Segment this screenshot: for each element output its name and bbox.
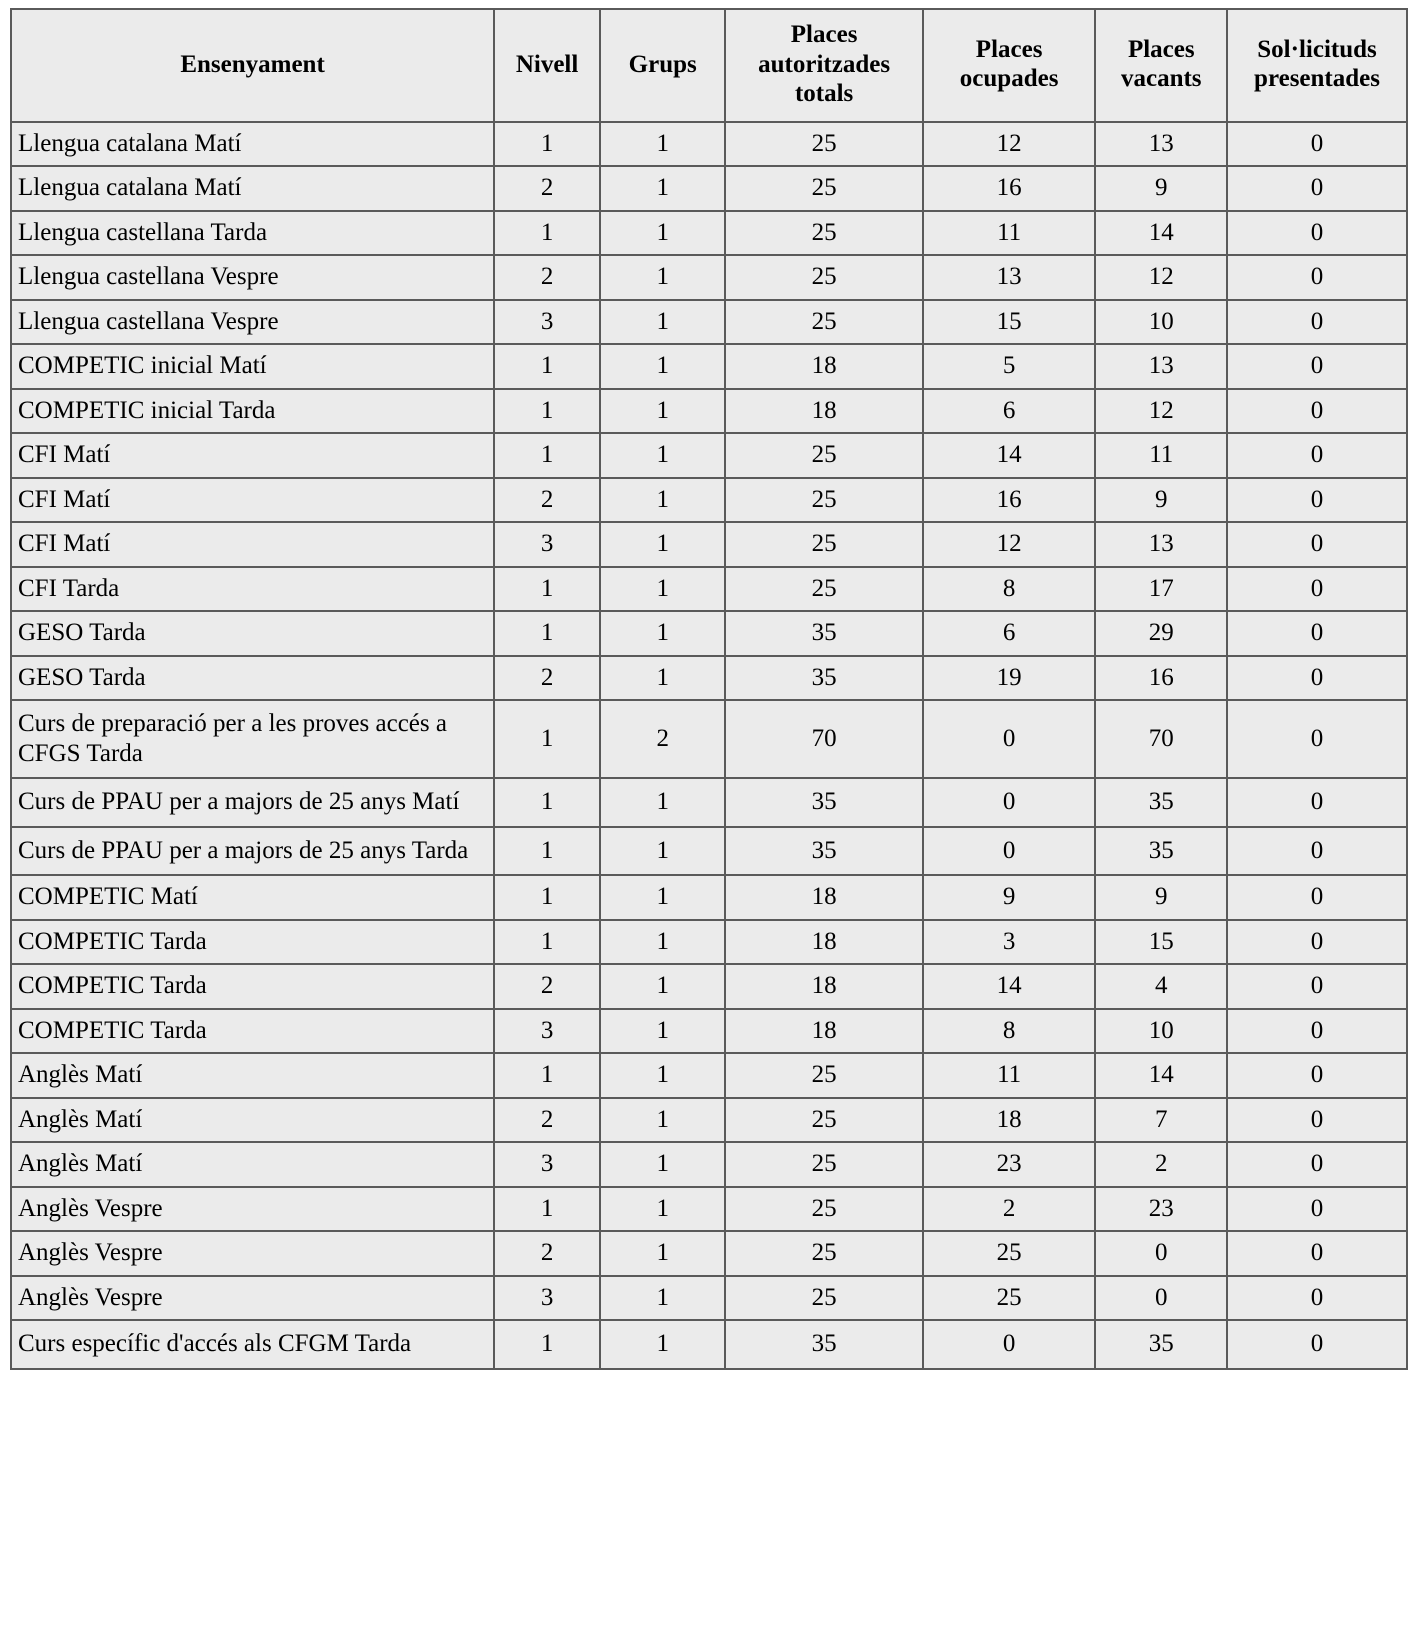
table-cell-grups: 1 <box>600 611 725 656</box>
table-cell-ocupades: 8 <box>923 1009 1096 1054</box>
table-cell-ensenyament: Anglès Matí <box>11 1142 494 1187</box>
table-cell-nivell: 2 <box>494 1098 600 1143</box>
table-row <box>11 1276 1407 1321</box>
table-cell-ensenyament: Llengua catalana Matí <box>11 166 494 211</box>
table-cell-vacants: 9 <box>1095 875 1227 920</box>
header-line: Places <box>1127 35 1195 63</box>
table-row <box>11 211 1407 256</box>
table-cell-vacants: 13 <box>1095 522 1227 567</box>
table-cell-solicituds: 0 <box>1227 389 1407 434</box>
header-line: Sol·licituds <box>1257 35 1377 63</box>
table-cell-solicituds: 0 <box>1227 1276 1407 1321</box>
table-row <box>11 522 1407 567</box>
table-row <box>11 1231 1407 1276</box>
table-cell-ensenyament: Llengua castellana Tarda <box>11 211 494 256</box>
table-cell-autoritzades: 18 <box>725 875 922 920</box>
table-cell-ensenyament: GESO Tarda <box>11 611 494 656</box>
table-cell-vacants: 12 <box>1095 255 1227 300</box>
table-cell-grups: 1 <box>600 389 725 434</box>
table-cell-autoritzades: 35 <box>725 1320 922 1369</box>
table-cell-nivell: 3 <box>494 522 600 567</box>
table-cell-ensenyament: Llengua castellana Vespre <box>11 255 494 300</box>
table-cell-vacants: 13 <box>1095 122 1227 167</box>
table-cell-vacants: 7 <box>1095 1098 1227 1143</box>
table-cell-ensenyament: Anglès Vespre <box>11 1187 494 1232</box>
table-cell-grups: 1 <box>600 1098 725 1143</box>
table-cell-vacants: 17 <box>1095 567 1227 612</box>
table-row <box>11 567 1407 612</box>
table-cell-vacants: 14 <box>1095 211 1227 256</box>
table-cell-vacants: 35 <box>1095 1320 1227 1369</box>
table-row <box>11 433 1407 478</box>
table-cell-vacants: 16 <box>1095 656 1227 701</box>
table-cell-autoritzades: 25 <box>725 478 922 523</box>
table-cell-solicituds: 0 <box>1227 964 1407 1009</box>
table-cell-solicituds: 0 <box>1227 344 1407 389</box>
table-cell-autoritzades: 18 <box>725 1009 922 1054</box>
table-cell-vacants: 11 <box>1095 433 1227 478</box>
table-row <box>11 611 1407 656</box>
table-cell-ensenyament: COMPETIC Matí <box>11 875 494 920</box>
table-cell-ocupades: 16 <box>923 478 1096 523</box>
header-line: Places <box>975 35 1043 63</box>
table-cell-ocupades: 3 <box>923 920 1096 965</box>
table-cell-ensenyament: Anglès Matí <box>11 1098 494 1143</box>
table-cell-vacants: 4 <box>1095 964 1227 1009</box>
table-cell-grups: 1 <box>600 344 725 389</box>
column-header-solicituds-presentades <box>1227 9 1407 122</box>
table-cell-solicituds: 0 <box>1227 1231 1407 1276</box>
table-cell-nivell: 1 <box>494 1187 600 1232</box>
table-cell-vacants: 9 <box>1095 478 1227 523</box>
table-cell-grups: 1 <box>600 875 725 920</box>
table-cell-grups: 1 <box>600 1276 725 1321</box>
table-cell-autoritzades: 25 <box>725 1098 922 1143</box>
table-cell-ensenyament: COMPETIC Tarda <box>11 964 494 1009</box>
table-cell-autoritzades: 25 <box>725 211 922 256</box>
table-cell-nivell: 2 <box>494 478 600 523</box>
table-cell-nivell: 3 <box>494 300 600 345</box>
table-cell-autoritzades: 25 <box>725 166 922 211</box>
table-cell-nivell: 1 <box>494 344 600 389</box>
table-cell-vacants: 10 <box>1095 1009 1227 1054</box>
column-header-places-vacants <box>1095 9 1227 122</box>
table-cell-solicituds: 0 <box>1227 656 1407 701</box>
table-cell-nivell: 1 <box>494 611 600 656</box>
table-cell-nivell: 3 <box>494 1009 600 1054</box>
header-line: Places <box>790 21 858 48</box>
table-cell-nivell: 1 <box>494 778 600 827</box>
table-cell-nivell: 3 <box>494 1142 600 1187</box>
column-header-places-ocupades <box>923 9 1096 122</box>
table-row <box>11 1009 1407 1054</box>
table-cell-nivell: 1 <box>494 122 600 167</box>
table-cell-grups: 1 <box>600 122 725 167</box>
table-cell-grups: 1 <box>600 522 725 567</box>
table-cell-solicituds: 0 <box>1227 255 1407 300</box>
table-cell-vacants: 10 <box>1095 300 1227 345</box>
table-row <box>11 1053 1407 1098</box>
table-cell-autoritzades: 25 <box>725 1276 922 1321</box>
table-cell-autoritzades: 25 <box>725 255 922 300</box>
table-cell-ocupades: 16 <box>923 166 1096 211</box>
table-cell-ocupades: 0 <box>923 778 1096 827</box>
table-row <box>11 778 1407 827</box>
header-row <box>11 9 1407 122</box>
table-row <box>11 1187 1407 1232</box>
table-cell-ensenyament: COMPETIC Tarda <box>11 1009 494 1054</box>
table-cell-ensenyament: Anglès Vespre <box>11 1231 494 1276</box>
header-line: presentades <box>1254 65 1380 93</box>
table-cell-solicituds: 0 <box>1227 567 1407 612</box>
table-cell-nivell: 1 <box>494 433 600 478</box>
table-cell-ensenyament: COMPETIC inicial Tarda <box>11 389 494 434</box>
table-cell-nivell: 1 <box>494 1053 600 1098</box>
table-cell-grups: 1 <box>600 1187 725 1232</box>
table-cell-autoritzades: 70 <box>725 700 922 778</box>
table-cell-nivell: 1 <box>494 827 600 876</box>
table-cell-ensenyament: Curs de PPAU per a majors de 25 anys Tarda <box>11 827 494 876</box>
table-cell-autoritzades: 18 <box>725 389 922 434</box>
table-row <box>11 964 1407 1009</box>
table-row <box>11 700 1407 778</box>
enrollment-table <box>10 8 1408 1370</box>
table-cell-nivell: 2 <box>494 656 600 701</box>
table-cell-nivell: 1 <box>494 920 600 965</box>
table-cell-solicituds: 0 <box>1227 1009 1407 1054</box>
table-cell-nivell: 2 <box>494 255 600 300</box>
table-cell-grups: 1 <box>600 478 725 523</box>
table-cell-ocupades: 23 <box>923 1142 1096 1187</box>
table-cell-nivell: 1 <box>494 1320 600 1369</box>
table-row <box>11 875 1407 920</box>
table-cell-nivell: 1 <box>494 875 600 920</box>
table-row <box>11 1320 1407 1369</box>
table-cell-nivell: 2 <box>494 1231 600 1276</box>
table-cell-vacants: 29 <box>1095 611 1227 656</box>
table-row <box>11 166 1407 211</box>
table-cell-ocupades: 25 <box>923 1276 1096 1321</box>
table-row <box>11 255 1407 300</box>
table-cell-autoritzades: 25 <box>725 1053 922 1098</box>
header-line: Nivell <box>515 50 579 78</box>
table-row <box>11 344 1407 389</box>
table-row <box>11 478 1407 523</box>
table-cell-solicituds: 0 <box>1227 1187 1407 1232</box>
table-cell-ocupades: 0 <box>923 1320 1096 1369</box>
table-cell-ensenyament: Llengua castellana Vespre <box>11 300 494 345</box>
table-cell-solicituds: 0 <box>1227 122 1407 167</box>
table-cell-grups: 1 <box>600 827 725 876</box>
table-cell-solicituds: 0 <box>1227 611 1407 656</box>
table-cell-grups: 1 <box>600 920 725 965</box>
table-cell-ocupades: 0 <box>923 827 1096 876</box>
table-cell-solicituds: 0 <box>1227 433 1407 478</box>
table-cell-solicituds: 0 <box>1227 875 1407 920</box>
table-cell-vacants: 0 <box>1095 1231 1227 1276</box>
table-row <box>11 389 1407 434</box>
table-cell-ensenyament: COMPETIC inicial Matí <box>11 344 494 389</box>
table-cell-nivell: 1 <box>494 700 600 778</box>
table-cell-ensenyament: GESO Tarda <box>11 656 494 701</box>
header-line: autoritzades <box>758 50 891 78</box>
table-cell-vacants: 9 <box>1095 166 1227 211</box>
table-cell-ocupades: 6 <box>923 611 1096 656</box>
table-cell-autoritzades: 25 <box>725 1187 922 1232</box>
table-cell-ocupades: 13 <box>923 255 1096 300</box>
table-cell-ocupades: 8 <box>923 567 1096 612</box>
table-cell-ensenyament: CFI Tarda <box>11 567 494 612</box>
table-cell-grups: 1 <box>600 255 725 300</box>
table-cell-solicituds: 0 <box>1227 700 1407 778</box>
table-cell-ocupades: 6 <box>923 389 1096 434</box>
table-cell-autoritzades: 18 <box>725 964 922 1009</box>
table-cell-ocupades: 2 <box>923 1187 1096 1232</box>
table-cell-ocupades: 0 <box>923 700 1096 778</box>
table-cell-ensenyament: Curs de preparació per a les proves accés a CFGS Tarda <box>11 700 494 778</box>
table-cell-ensenyament: Llengua catalana Matí <box>11 122 494 167</box>
table-cell-ocupades: 5 <box>923 344 1096 389</box>
table-row <box>11 920 1407 965</box>
table-cell-vacants: 0 <box>1095 1276 1227 1321</box>
table-cell-autoritzades: 25 <box>725 522 922 567</box>
table-cell-ensenyament: Curs específic d'accés als CFGM Tarda <box>11 1320 494 1369</box>
table-cell-grups: 1 <box>600 1053 725 1098</box>
table-cell-ocupades: 14 <box>923 433 1096 478</box>
table-cell-solicituds: 0 <box>1227 1098 1407 1143</box>
table-cell-vacants: 2 <box>1095 1142 1227 1187</box>
table-cell-ocupades: 11 <box>923 1053 1096 1098</box>
table-cell-solicituds: 0 <box>1227 300 1407 345</box>
header-line: totals <box>794 80 854 107</box>
table-cell-vacants: 13 <box>1095 344 1227 389</box>
column-header-places-autoritzades-totals <box>725 9 922 122</box>
column-header-grups <box>600 9 725 122</box>
table-cell-grups: 1 <box>600 300 725 345</box>
table-cell-ocupades: 19 <box>923 656 1096 701</box>
table-cell-grups: 1 <box>600 1320 725 1369</box>
table-row <box>11 1098 1407 1143</box>
column-header-nivell <box>494 9 600 122</box>
table-cell-grups: 2 <box>600 700 725 778</box>
table-cell-grups: 1 <box>600 1142 725 1187</box>
table-cell-grups: 1 <box>600 778 725 827</box>
table-cell-grups: 1 <box>600 567 725 612</box>
table-row <box>11 656 1407 701</box>
table-cell-autoritzades: 25 <box>725 122 922 167</box>
table-cell-vacants: 12 <box>1095 389 1227 434</box>
table-cell-grups: 1 <box>600 211 725 256</box>
table-cell-autoritzades: 18 <box>725 344 922 389</box>
table-cell-vacants: 14 <box>1095 1053 1227 1098</box>
table-cell-solicituds: 0 <box>1227 1053 1407 1098</box>
table-cell-autoritzades: 35 <box>725 827 922 876</box>
header-line: Grups <box>628 50 697 78</box>
table-row <box>11 827 1407 876</box>
table-cell-autoritzades: 35 <box>725 778 922 827</box>
table-cell-nivell: 2 <box>494 964 600 1009</box>
table-row <box>11 1142 1407 1187</box>
table-cell-grups: 1 <box>600 656 725 701</box>
table-cell-ensenyament: CFI Matí <box>11 433 494 478</box>
table-cell-ocupades: 18 <box>923 1098 1096 1143</box>
column-header-ensenyament <box>11 9 494 122</box>
table-cell-solicituds: 0 <box>1227 827 1407 876</box>
table-cell-solicituds: 0 <box>1227 1142 1407 1187</box>
table-cell-solicituds: 0 <box>1227 166 1407 211</box>
table-cell-vacants: 23 <box>1095 1187 1227 1232</box>
table-cell-solicituds: 0 <box>1227 1320 1407 1369</box>
table-cell-ocupades: 11 <box>923 211 1096 256</box>
table-cell-ensenyament: CFI Matí <box>11 522 494 567</box>
table-cell-ocupades: 25 <box>923 1231 1096 1276</box>
table-cell-nivell: 1 <box>494 389 600 434</box>
table-cell-ocupades: 12 <box>923 122 1096 167</box>
header-line: Ensenyament <box>180 50 325 78</box>
table-cell-autoritzades: 18 <box>725 920 922 965</box>
table-row <box>11 122 1407 167</box>
table-cell-ensenyament: Curs de PPAU per a majors de 25 anys Matí <box>11 778 494 827</box>
table-body <box>11 122 1407 1369</box>
table-cell-ocupades: 15 <box>923 300 1096 345</box>
table-cell-grups: 1 <box>600 964 725 1009</box>
table-cell-solicituds: 0 <box>1227 778 1407 827</box>
table-cell-autoritzades: 25 <box>725 1231 922 1276</box>
table-cell-ensenyament: Anglès Vespre <box>11 1276 494 1321</box>
table-header <box>11 9 1407 122</box>
header-line: vacants <box>1120 65 1202 93</box>
table-cell-ensenyament: COMPETIC Tarda <box>11 920 494 965</box>
table-cell-vacants: 70 <box>1095 700 1227 778</box>
table-cell-grups: 1 <box>600 1231 725 1276</box>
header-line: ocupades <box>959 65 1059 93</box>
table-cell-vacants: 35 <box>1095 778 1227 827</box>
table-cell-vacants: 15 <box>1095 920 1227 965</box>
table-cell-ocupades: 9 <box>923 875 1096 920</box>
table-cell-solicituds: 0 <box>1227 920 1407 965</box>
table-cell-nivell: 1 <box>494 211 600 256</box>
table-cell-grups: 1 <box>600 166 725 211</box>
table-cell-grups: 1 <box>600 1009 725 1054</box>
table-row <box>11 300 1407 345</box>
table-cell-ensenyament: Anglès Matí <box>11 1053 494 1098</box>
table-cell-autoritzades: 25 <box>725 567 922 612</box>
table-cell-ocupades: 12 <box>923 522 1096 567</box>
table-cell-solicituds: 0 <box>1227 211 1407 256</box>
table-cell-autoritzades: 35 <box>725 611 922 656</box>
table-cell-autoritzades: 25 <box>725 300 922 345</box>
table-cell-nivell: 2 <box>494 166 600 211</box>
table-cell-nivell: 3 <box>494 1276 600 1321</box>
table-cell-nivell: 1 <box>494 567 600 612</box>
table-cell-ocupades: 14 <box>923 964 1096 1009</box>
table-cell-ensenyament: CFI Matí <box>11 478 494 523</box>
table-cell-autoritzades: 25 <box>725 1142 922 1187</box>
table-cell-vacants: 35 <box>1095 827 1227 876</box>
table-cell-solicituds: 0 <box>1227 478 1407 523</box>
table-cell-grups: 1 <box>600 433 725 478</box>
table-cell-autoritzades: 25 <box>725 433 922 478</box>
table-cell-solicituds: 0 <box>1227 522 1407 567</box>
table-cell-autoritzades: 35 <box>725 656 922 701</box>
